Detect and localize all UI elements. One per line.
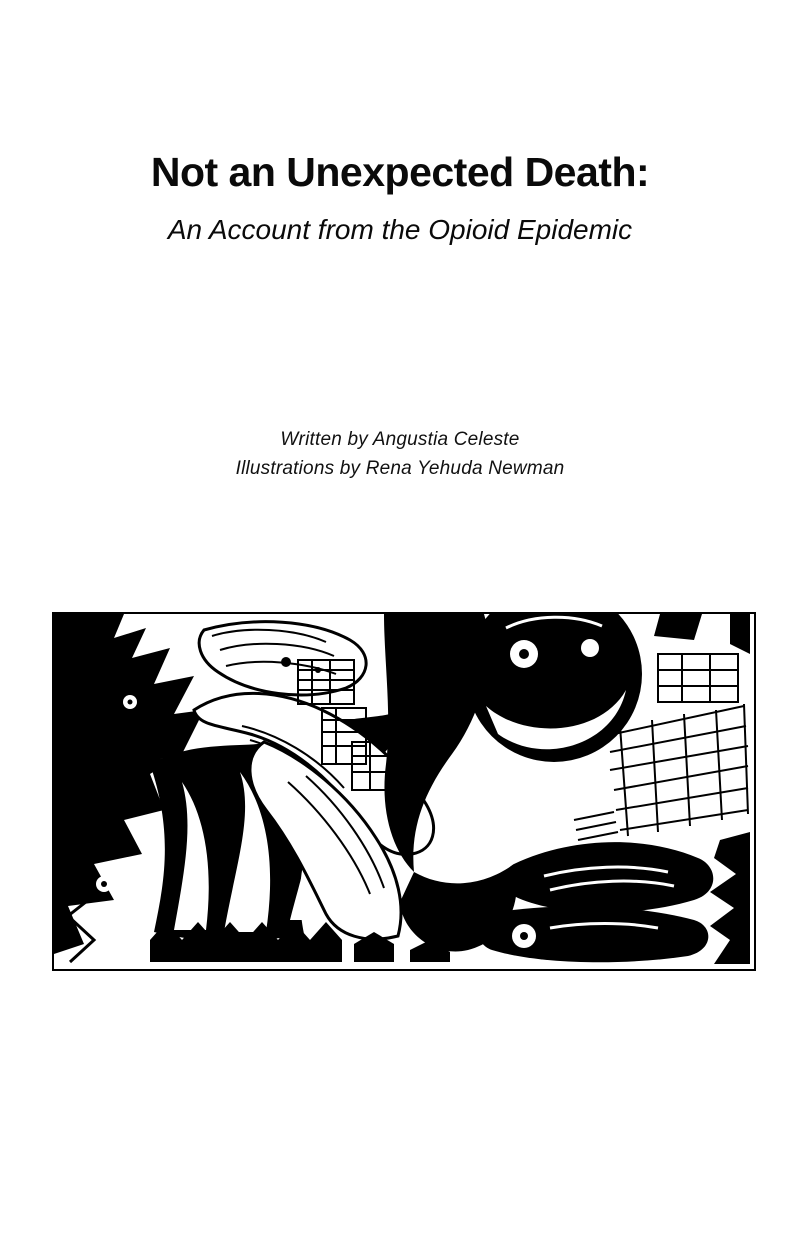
page-subtitle: An Account from the Opioid Epidemic bbox=[167, 214, 633, 246]
cover-illustration-artwork bbox=[54, 614, 750, 965]
credits-block bbox=[0, 425, 800, 484]
title-block bbox=[0, 150, 800, 247]
cover-illustration bbox=[52, 612, 756, 971]
credit-author: Written by Angustia Celeste bbox=[280, 429, 520, 450]
page-title: Not an Unexpected Death: bbox=[150, 149, 650, 195]
credit-illustrator: Illustrations by Rena Yehuda Newman bbox=[235, 458, 565, 480]
